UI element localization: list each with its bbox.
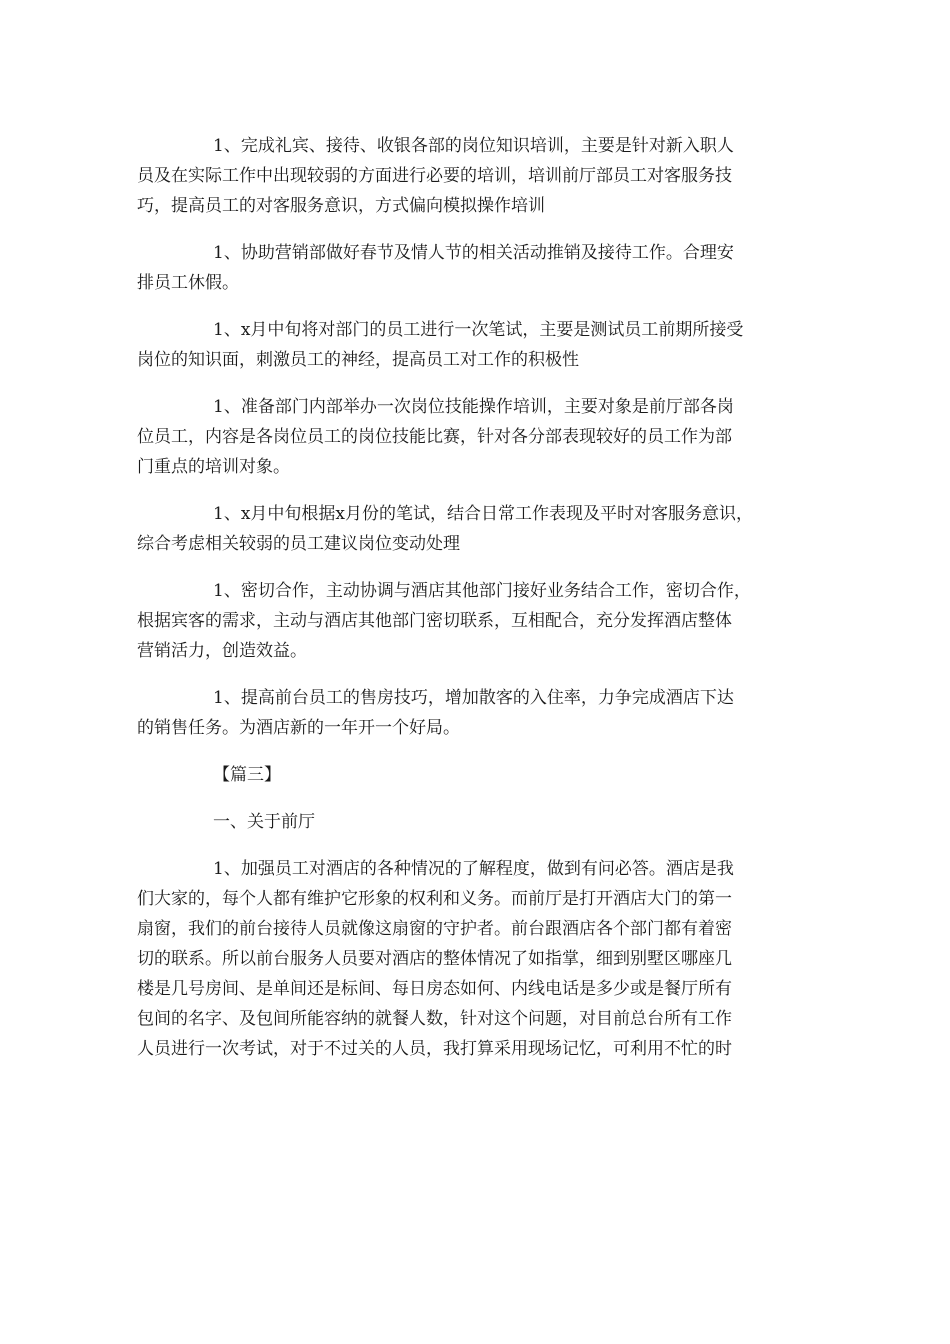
document-page xyxy=(137,131,819,1081)
section-heading: 【篇三】 xyxy=(213,765,281,785)
paragraph-line: 的销售任务。为酒店新的一年开一个好局。 xyxy=(137,718,460,738)
paragraph-line: 包间的名字、及包间所能容纳的就餐人数，针对这个问题，对目前总台所有工作 xyxy=(137,1009,732,1029)
paragraph-hotel-knowledge xyxy=(137,854,819,1064)
paragraph-line: 员及在实际工作中出现较弱的方面进行必要的培训，培训前厅部员工对客服务技 xyxy=(137,166,732,186)
paragraph-line: 营销活力，创造效益。 xyxy=(137,641,307,661)
paragraph-line: 楼是几号房间、是单间还是标间、每日房态如何、内线电话是多少或是餐厅所有 xyxy=(137,979,732,999)
paragraph-line: 扇窗，我们的前台接待人员就像这扇窗的守护者。前台跟酒店各个部门都有着密 xyxy=(137,919,732,939)
subsection-heading: 一、关于前厅 xyxy=(213,812,315,832)
paragraph-cooperation xyxy=(137,576,819,666)
paragraph-line: 门重点的培训对象。 xyxy=(137,457,290,477)
paragraph-line: 1、x月中旬根据x月份的笔试，结合日常工作表现及平时对客服务意识， xyxy=(213,504,753,524)
paragraph-line: 位员工，内容是各岗位员工的岗位技能比赛，针对各分部表现较好的员工作为部 xyxy=(137,427,732,447)
paragraph-front-desk-training xyxy=(137,131,819,221)
paragraph-line: 1、准备部门内部举办一次岗位技能操作培训，主要对象是前厅部各岗 xyxy=(213,397,734,417)
paragraph-line: 排员工休假。 xyxy=(137,273,239,293)
paragraph-line: 们大家的，每个人都有维护它形象的权利和义务。而前厅是打开酒店大门的第一 xyxy=(137,889,732,909)
paragraph-position-adjust xyxy=(137,499,819,559)
paragraph-line: 1、加强员工对酒店的各种情况的了解程度，做到有问必答。酒店是我 xyxy=(213,859,734,879)
paragraph-line: 1、协助营销部做好春节及情人节的相关活动推销及接待工作。合理安 xyxy=(213,243,734,263)
paragraph-marketing-assist xyxy=(137,238,819,298)
paragraph-line: 人员进行一次考试，对于不过关的人员，我打算采用现场记忆，可利用不忙的时 xyxy=(137,1039,732,1059)
paragraph-skill-training xyxy=(137,392,819,482)
paragraph-line: 1、完成礼宾、接待、收银各部的岗位知识培训，主要是针对新入职人 xyxy=(213,136,734,156)
paragraph-written-test xyxy=(137,315,819,375)
paragraph-line: 巧，提高员工的对客服务意识，方式偏向模拟操作培训 xyxy=(137,196,545,216)
paragraph-line: 综合考虑相关较弱的员工建议岗位变动处理 xyxy=(137,534,460,554)
paragraph-line: 1、x月中旬将对部门的员工进行一次笔试，主要是测试员工前期所接受 xyxy=(213,320,744,340)
paragraph-line: 切的联系。所以前台服务人员要对酒店的整体情况了如指掌，细到别墅区哪座几 xyxy=(137,949,732,969)
paragraph-line: 1、提高前台员工的售房技巧，增加散客的入住率，力争完成酒店下达 xyxy=(213,688,734,708)
paragraph-line: 岗位的知识面，刺激员工的神经，提高员工对工作的积极性 xyxy=(137,350,579,370)
paragraph-line: 根据宾客的需求，主动与酒店其他部门密切联系，互相配合，充分发挥酒店整体 xyxy=(137,611,732,631)
paragraph-sales-skills xyxy=(137,683,819,743)
paragraph-line: 1、密切合作，主动协调与酒店其他部门接好业务结合工作，密切合作， xyxy=(213,581,751,601)
